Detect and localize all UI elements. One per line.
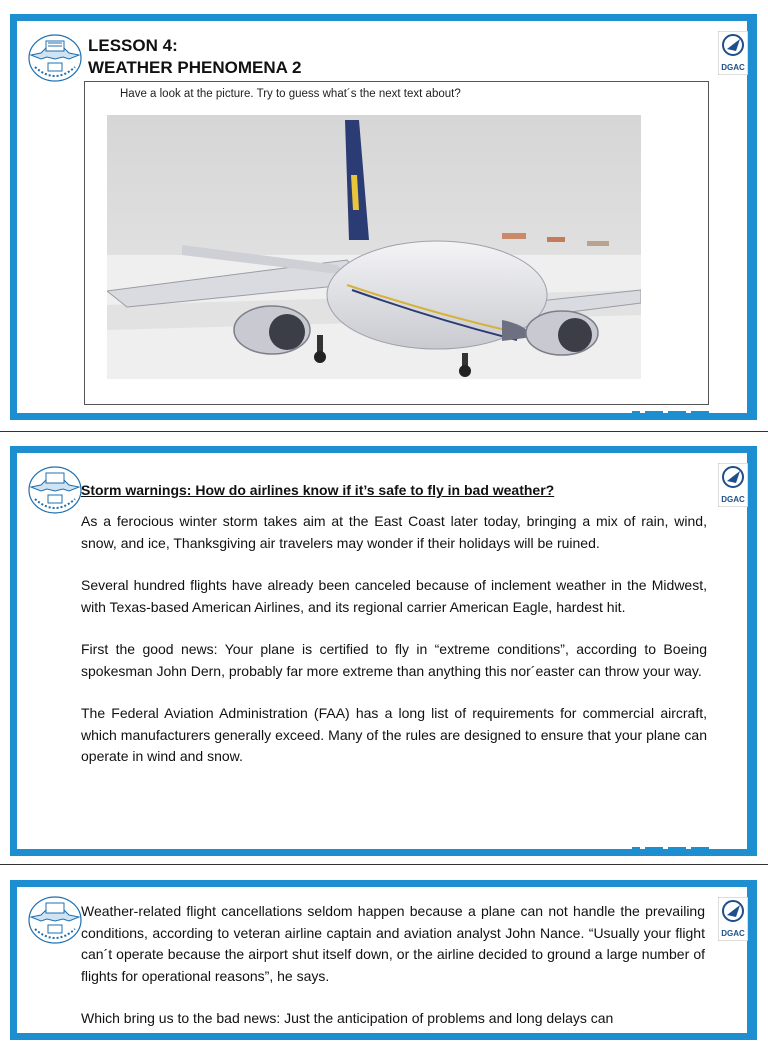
dgac-label: DGAC — [721, 929, 745, 938]
slide-separator — [0, 431, 768, 432]
dgac-logo — [718, 463, 748, 507]
paragraph: Several hundred flights have already been canceled because of inclement weather in the Midwest, with Texas-based American Airlines, and its regional carrier American Eagle, hardest hit. — [81, 577, 707, 615]
photo-caption: Have a look at the picture. Try to guess what´s the next text about? — [120, 88, 461, 100]
slide-page-marker — [632, 847, 709, 856]
lesson-topic: WEATHER PHENOMENA 2 — [88, 58, 302, 77]
paragraph: As a ferocious winter storm takes aim at the East Coast later today, bringing a mix of rain, wind, snow, and ice, Thanksgiving air travelers may wonder if their holidays will be ruined. — [81, 513, 707, 551]
slide-continued-article — [10, 880, 757, 1040]
paragraph: Which bring us to the bad news: Just the anticipation of problems and long delays can — [81, 1010, 614, 1026]
dgac-label: DGAC — [721, 495, 745, 504]
article-body — [81, 901, 705, 1051]
dgac-label: DGAC — [721, 63, 745, 72]
slide-page-marker — [632, 411, 709, 420]
lesson-number: LESSON 4: — [88, 36, 178, 55]
paragraph: First the good news: Your plane is certified to fly in “extreme conditions”, according to Boeing spokesman John Dern, probably far more extreme than anything this nor´easter can throw your way. — [81, 641, 707, 679]
school-emblem-logo — [27, 33, 83, 83]
lesson-title — [88, 35, 301, 79]
photo-frame — [84, 81, 709, 405]
dgac-logo — [718, 31, 748, 75]
article-body — [81, 511, 707, 789]
paragraph: Weather-related flight cancellations seldom happen because a plane can not handle the prevailing conditions, according to veteran airline captain and aviation analyst John Nance. “Usually your flight can´t operate because the airport shut itself down, or the airline decided to ground a large number of flights for operational reasons”, he says. — [81, 903, 705, 984]
snow-airplane-image — [107, 115, 641, 379]
slide-side-marker — [749, 329, 757, 344]
slide-storm-warnings — [10, 446, 757, 856]
school-emblem-logo — [27, 465, 83, 515]
slide-lesson-title — [10, 14, 757, 420]
dgac-logo — [718, 897, 748, 941]
paragraph: The Federal Aviation Administration (FAA) has a long list of requirements for commercial aircraft, which manufacturers generally exceed. Many of the rules are designed to ensure that your plane can operate in wind and snow. — [81, 705, 707, 764]
school-emblem-logo — [27, 895, 83, 945]
slide-side-marker — [749, 758, 757, 773]
slide-separator — [0, 864, 768, 865]
article-headline: Storm warnings: How do airlines know if it’s safe to fly in bad weather? — [81, 482, 555, 498]
